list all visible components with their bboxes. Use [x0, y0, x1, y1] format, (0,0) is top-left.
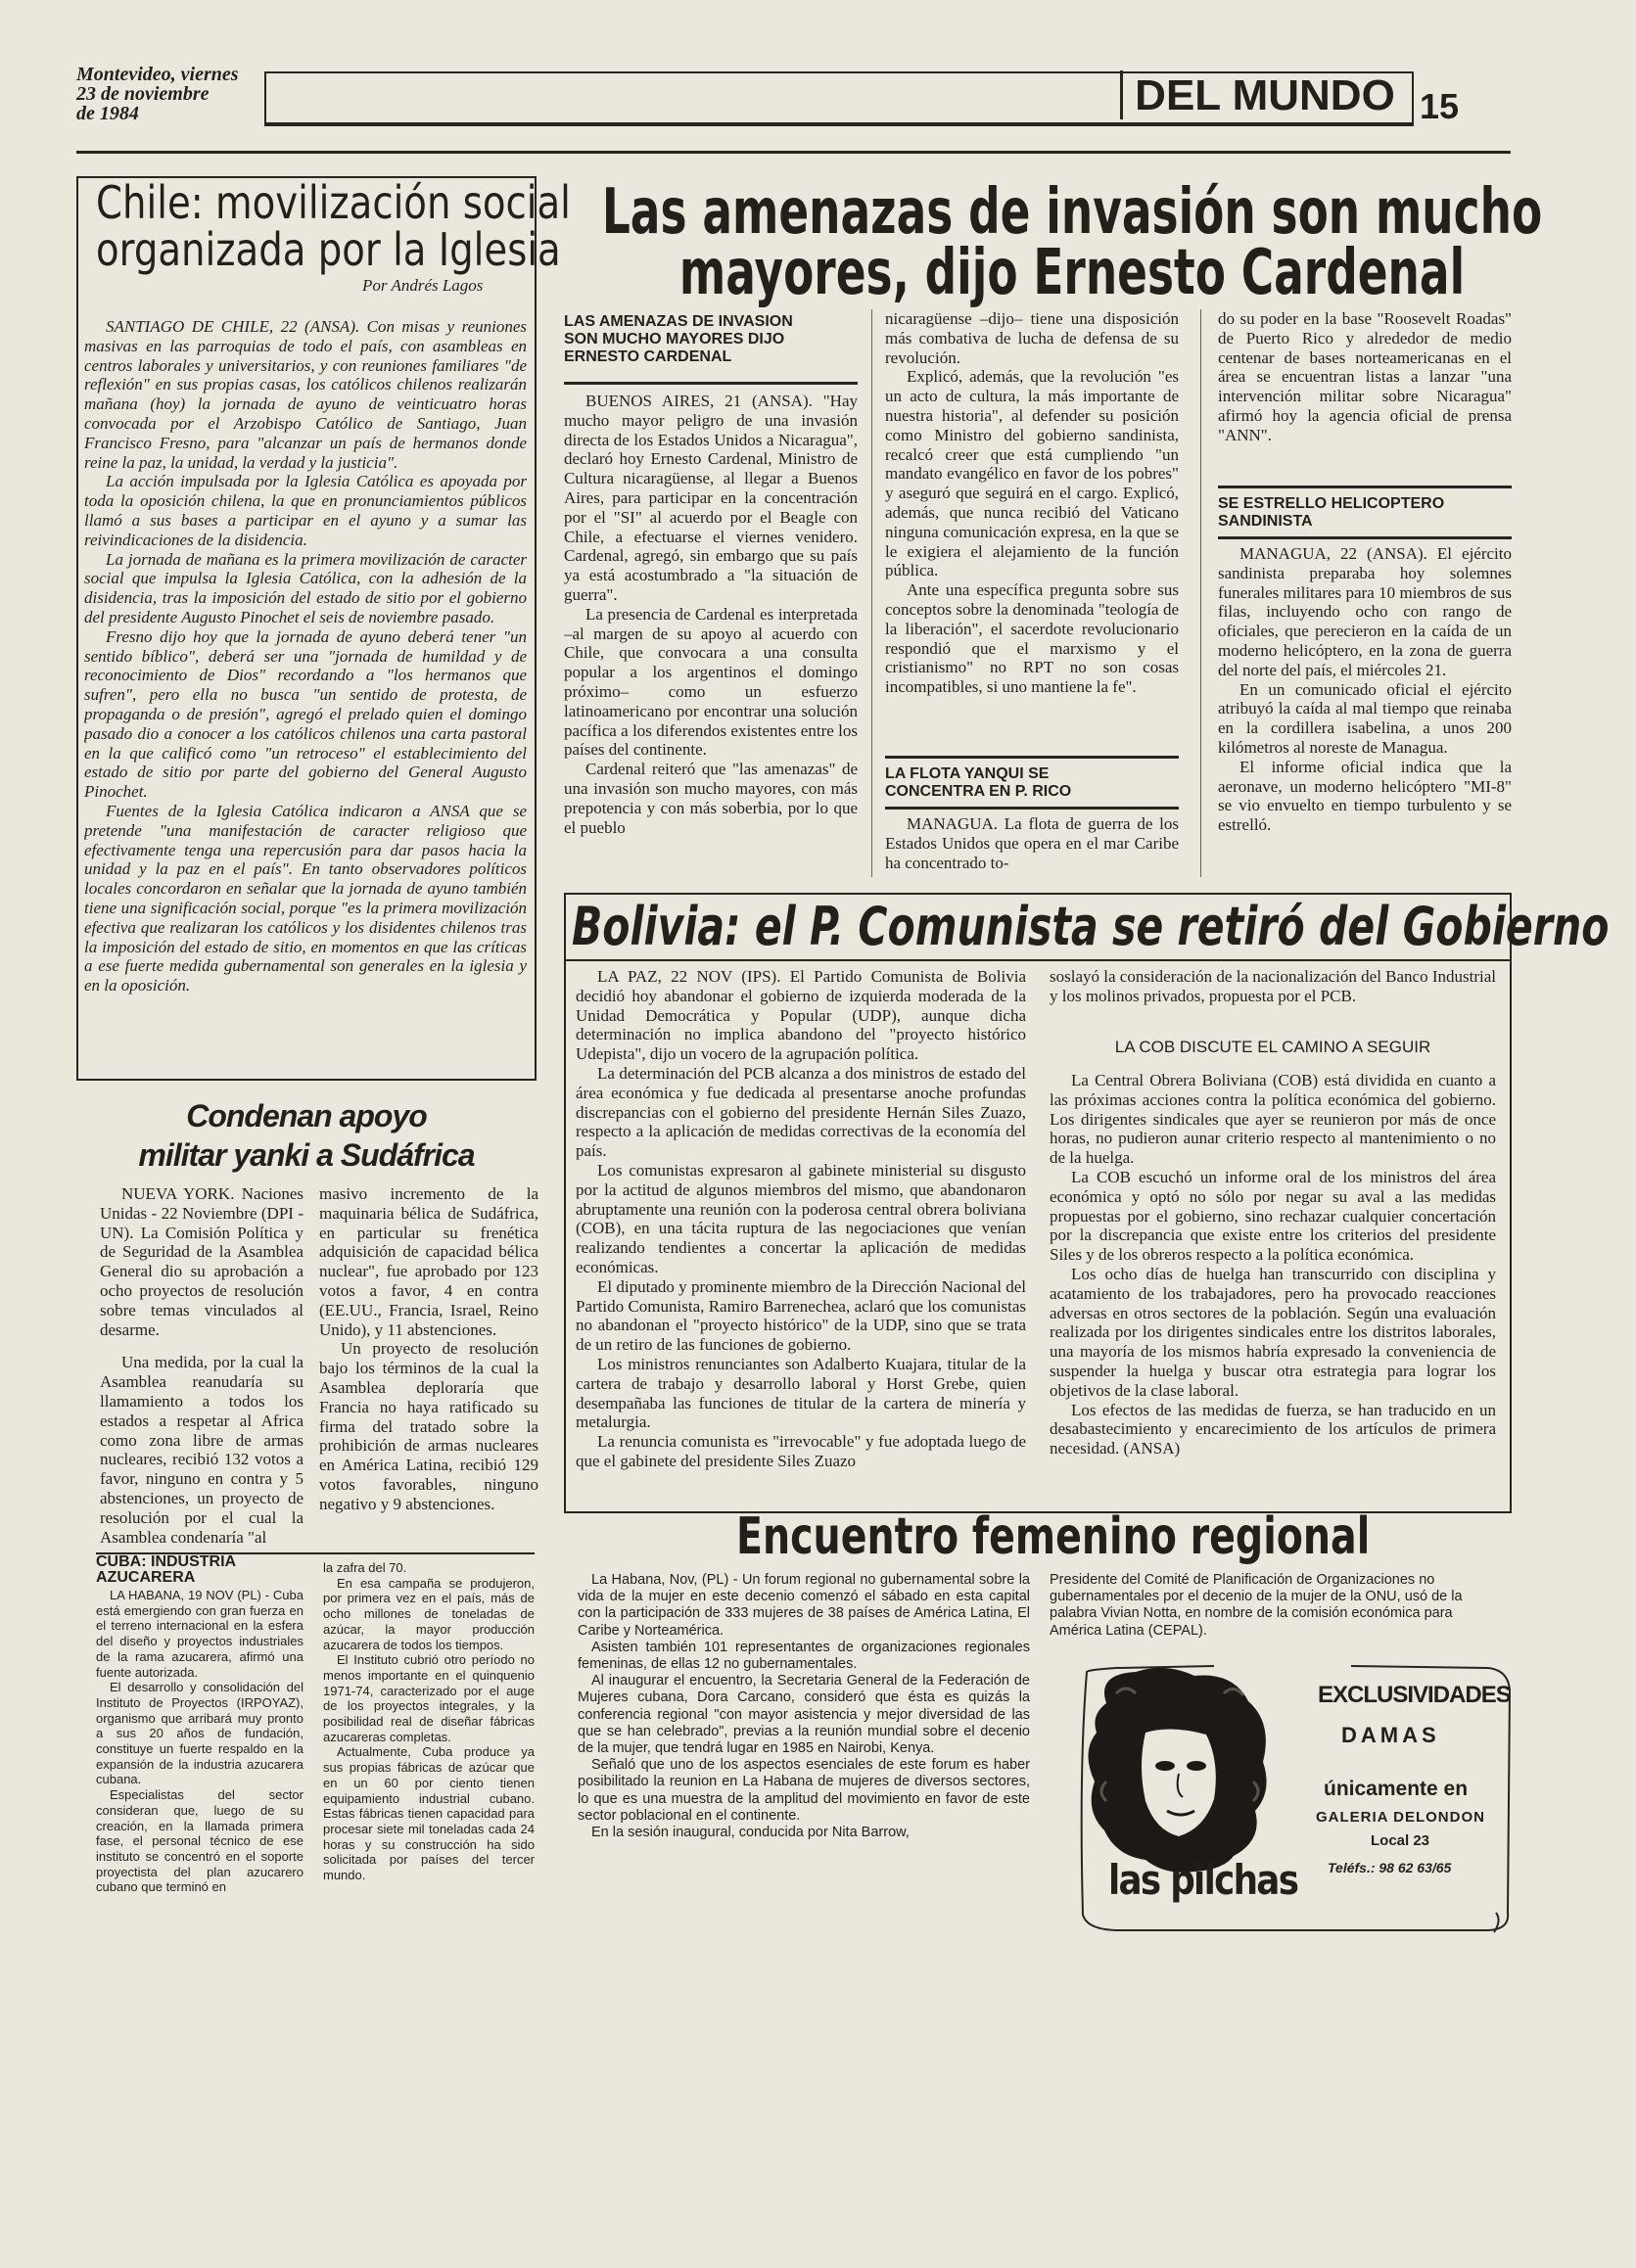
- paragraph: Los ocho días de huelga han transcurrido con disciplina y acatamiento de los trabajadores, pero ha provocado reacciones adversas en otros sectores de la población. Según una evaluación realizada por los dirigentes sindicales entre los distritos laborales, una mayoría de los mismos habría expresado la conveniencia de suspender la huelga y buscar otra estrategia para lograr los objetivos de la clase laboral.: [1050, 1264, 1496, 1400]
- portrait-illustration-icon: [1077, 1664, 1283, 1879]
- paragraph: NUEVA YORK. Naciones Unidas - 22 Noviembre (DPI - UN). La Comisión Política y de Seguridad de la Asamblea General dio su aprobación a ocho proyectos de resolución sobre temas vinculados al desarme.: [100, 1184, 304, 1339]
- headline-line: organizada por la Iglesia: [96, 223, 561, 276]
- paragraph: SANTIAGO DE CHILE, 22 (ANSA). Con misas y reuniones masivas en las parroquias de todo el país, con asambleas en centros laborales y universitarios, y con reuniones familiares "de reflexión" en sus propias casas, los católicos chilenos realizarán mañana (hoy) la jornada de ayuno de veinticuatro horas convocada por el Arzobispo Católico de Santiago, Juan Francisco Fresno, para "alcanzar un país de hermanos donde reine la paz, la unidad, la verdad y la justicia".: [84, 317, 527, 472]
- paragraph: Los ministros renunciantes son Adalberto Kuajara, titular de la cartera de trabajo y desarrollo laboral y Horst Grebe, quien desempañaba las funciones de titular de la cartera de minería y metalurgia.: [576, 1354, 1026, 1432]
- paragraph: La jornada de mañana es la primera movilización de caracter social que impulsa la Iglesia Católica, con la adhesión de la disidencia, tras la imposición del estado de sitio por el gobierno del presidente Augusto Pinochet el seis de noviembre pasado.: [84, 549, 527, 626]
- paragraph: MANAGUA, 22 (ANSA). El ejército sandinista preparaba hoy solemnes funerales militares para 10 miembros de sus filas, incluyendo ocho con rango de oficiales, que perecieron en la caída de un moderno helicóptero, en la zona de guerra del norte del país, el miércoles 21.: [1218, 544, 1512, 679]
- subhead-line: ERNESTO CARDENAL: [564, 348, 732, 365]
- paragraph: masivo incremento de la maquinaria bélica de Sudáfrica, en particular su frenética adquisición de capacidad bélica nuclear", fue aprobado por 123 votos a favor, 4 en contra (EE.UU., Francia, Israel, Reino Unido), y 11 abstenciones.: [319, 1184, 538, 1339]
- heli-body: [1218, 544, 1512, 877]
- ad-local: Local 23: [1371, 1832, 1430, 1849]
- paragraph: Ante una específica pregunta sobre sus conceptos sobre la denominada "teología de la liberación", el sacerdote revolucionario respondió que el marxismo y el cristianismo" no RPT no son cosas incompatibles, si uno mantiene la fe".: [885, 580, 1179, 697]
- paragraph: Fresno dijo hoy que la jornada de ayuno deberá tener "un sentido bíblico", deberá ser una "jornada de humildad y de reconocimiento de Dios" recordando a "los hermanos que sufren", pero ella no busca "un sentido de protesta, de propaganda o de presión", agregó el prelado quien el domingo pasado dio a conocer a los católicos chilenos una carta pastoral en la que calificó como "un retroceso" el establecimiento del estado de sitio por parte del gobierno del General Augusto Pinochet.: [84, 626, 527, 802]
- subhead-line: SE ESTRELLO HELICOPTERO: [1218, 495, 1445, 512]
- paragraph: La acción impulsada por la Iglesia Católica es apoyada por toda la oposición chilena, la que en pronunciamientos públicos llamó a sus bases a participar en el ayuno y a sumar las reivindicaciones de la disidencia.: [84, 472, 527, 549]
- dateline-line: de 1984: [76, 103, 139, 124]
- paragraph: El desarrollo y consolidación del Instituto de Proyectos (IRPOYAZ), organismo que arribará muy pronto a sus 20 años de fundación, constituye un fuerte respaldo en la expansión de la industria azucarera cubana.: [96, 1680, 304, 1787]
- paragraph: MANAGUA. La flota de guerra de los Estados Unidos que opera en el mar Caribe ha concentrado to-: [885, 814, 1179, 872]
- paragraph: Actualmente, Cuba produce ya sus propias fábricas de azúcar que en un 60 por ciento tienen equipamiento industrial cubano. Estas fábricas tienen capacidad para procesar siete mil toneladas cada 24 horas y su construcción ha sido solicitada por países del tercer mundo.: [323, 1744, 535, 1883]
- subhead-rule: [564, 382, 858, 385]
- subhead-line: AZUCARERA: [96, 1569, 196, 1586]
- flota-rule-top: [885, 756, 1179, 759]
- paragraph: La presencia de Cardenal es interpretada –al margen de su apoyo al acuerdo con Chile, que convocara a una consulta popular a los argentinos el domingo próximo– como un esfuerzo latinoamericano por encontrar una solución pacífica a los diferendos existentes entre los países del continente.: [564, 604, 858, 760]
- bolivia-column-2: [1050, 1071, 1496, 1502]
- paragraph: LA PAZ, 22 NOV (IPS). El Partido Comunista de Bolivia decidió hoy abandonar el gobierno de izquierda moderada de la Unidad Democrática y Popular (UDP), aunque dicha determinación no implica abandono del "proyecto histórico Udepista", dijo un vocero de la agrupación política.: [576, 967, 1026, 1064]
- paragraph: En esa campaña se produjeron, por primera vez en el país, más de ocho millones de toneladas de azúcar, la mayor producción azucarera de todos los tiempos.: [323, 1575, 535, 1652]
- cuba-subhead: [96, 1554, 311, 1586]
- ad-damas: DAMAS: [1341, 1723, 1440, 1747]
- subhead-line: CONCENTRA EN P. RICO: [885, 783, 1072, 800]
- femenino-headline: Encuentro femenino regional: [736, 1507, 1371, 1566]
- cardenal-subhead: [564, 313, 848, 366]
- cob-subhead: LA COB DISCUTE EL CAMINO A SEGUIR: [1114, 1038, 1431, 1056]
- flota-rule-bottom: [885, 807, 1179, 810]
- paragraph: LA HABANA, 19 NOV (PL) - Cuba está emergiendo con gran fuerza en el terreno internacional en la esfera del diseño y proyectos industriales de la rama azucarera, afirmó una fuente autorizada.: [96, 1588, 304, 1680]
- headline-line: militar yanki a Sudáfrica: [138, 1137, 475, 1173]
- heli-rule-bottom: [1218, 536, 1512, 539]
- headline-line: mayores, dijo Ernesto Cardenal: [678, 237, 1466, 309]
- paragraph: La renuncia comunista es "irrevocable" y fue adoptada luego de que el gabinete del presidente Siles Zuazo: [576, 1432, 1026, 1470]
- paragraph: El diputado y prominente miembro de la Dirección Nacional del Partido Comunista, Ramiro Barrenechea, aclaró que los comunistas no abandonan el "proyecto histórico" de la UDP, sino que se trata de un retiro de las funciones de gobierno.: [576, 1276, 1026, 1355]
- paragraph: La Central Obrera Boliviana (COB) está dividida en cuanto a las próximas acciones contra la política económica del gobierno. Los dirigentes sindicales que ayer se reunieron por más de once horas, no pudieron aunar criterio respecto al mantenimiento o no de la huelga.: [1050, 1071, 1496, 1168]
- heli-rule-top: [1218, 486, 1512, 488]
- subhead-line: LA FLOTA YANQUI SE: [885, 765, 1050, 782]
- ad-portrait: [1077, 1664, 1283, 1879]
- bolivia-column-1: [576, 967, 1026, 1504]
- paragraph: El informe oficial indica que la aeronave, un moderno helicóptero "MI-8" se vio envuelto en tiempo turbulento y se estrelló.: [1218, 757, 1512, 835]
- paragraph: En la sesión inaugural, conducida por Nita Barrow,: [591, 1825, 910, 1841]
- paragraph: la zafra del 70.: [323, 1560, 407, 1575]
- sudafrica-headline: [78, 1096, 535, 1175]
- paragraph: do su poder en la base "Roosevelt Roadas" de Puerto Rico y alrededor de medio centenar de bases norteamericanas en el área se encuentran listas a lanzar "una intervención militar sobre Nicaragua" afirmó hoy la agencia oficial de prensa "ANN".: [1218, 309, 1512, 444]
- headline-rule: [564, 959, 1510, 961]
- cuba-column-2: [323, 1560, 535, 1922]
- subhead-line: SANDINISTA: [1218, 513, 1313, 530]
- paragraph: Fuentes de la Iglesia Católica indicaron a ANSA que se pretende "una manifestación de caracter religioso que efectivamente tenga una repercusión para dar pasos hacia la unidad y la paz en el país". En tanto observadores políticos locales concordaron en señalar que la jornada de ayuno también tiene una significación social, porque "es la primera movilización efectiva que realizaran los católicos y los disidentes chilenos tras la imposición del estado de sitio, en momentos en que las críticas a ese fuerte medida gubernamental son generales en la iglesia y en la oposición.: [84, 801, 527, 995]
- cardenal-column-3: [1218, 309, 1512, 466]
- dateline-line: 23 de noviembre: [76, 83, 210, 105]
- subhead-line: SON MUCHO MAYORES DIJO: [564, 331, 785, 347]
- paragraph: Los comunistas expresaron al gabinete ministerial su disgusto por la actitud de algunos miembros del mismo, que abandonaron abruptamente una reunión con la poderosa central obrera boliviana (COB), en una tácita ruptura de las negociaciones que venían realizando tendientes a concertar la aplicación de medidas económicas.: [576, 1160, 1026, 1276]
- bolivia-headline: Bolivia: el P. Comunista se retiró del Gobierno: [572, 896, 1610, 957]
- paragraph: La COB escuchó un informe oral de los ministros del área económica y optó no sólo por negar su aval a las medidas propuestas por el gobierno, sino rechazar cualquier concertación por la discrepancia que existe entre los criterios del presidente Siles y de los obreros respecto a la política económica.: [1050, 1167, 1496, 1265]
- paragraph: Un proyecto de resolución bajo los términos de la cual la Asamblea deploraría que Francia no haya ratificado su firma del tratado sobre la prohibición de armas nucleares en América Latina, recibió 129 votos favorables, ninguno negativo y 9 abstenciones.: [319, 1339, 538, 1513]
- cuba-column-1: [96, 1588, 304, 1921]
- paragraph: La determinación del PCB alcanza a dos ministros de estado del área económica y fue dedicada al presentarse anoche profundas discrepancias con el gobierno del presidente Hernán Siles Zuazo, respecto a la aplicación de medidas correctivas de la economía del país.: [576, 1063, 1026, 1161]
- femenino-column-1: [578, 1572, 1030, 1934]
- sudafrica-column-1: [100, 1184, 304, 1547]
- paragraph: Una medida, por la cual la Asamblea reanudaría su llamamiento a todos los estados a respetar al Africa como zona libre de armas nucleares, recibió 132 votos a favor, ninguno en contra y 5 abstenciones, un proyecto de resolución por el cual la Asamblea condenaría "al: [100, 1353, 304, 1547]
- paragraph: nicaragüense –dijo– tiene una disposición más combativa de lucha de defensa de su revolución.: [885, 309, 1179, 367]
- column-divider: [1200, 309, 1201, 877]
- paragraph: En un comunicado oficial el ejército atribuyó la caída al mal tiempo que reinaba en la cordillera isabelina, a unos 200 kilómetros al noreste de Managua.: [1218, 679, 1512, 757]
- cardenal-headline: [585, 176, 1559, 309]
- paragraph: Los efectos de las medidas de fuerza, se han traducido en un desabastecimiento y encarecimiento de los artículos de primera necesidad. (ANSA): [1050, 1400, 1496, 1458]
- paragraph: Cardenal reiteró que "las amenazas" de una invasión son mucho mayores, con más prepotencia y con más soberbia, por lo que el pueblo: [564, 760, 858, 837]
- paragraph: El Instituto cubrió otro período no menos importante en el quinquenio 1971-74, caracterizado por el auge de los proyectos integrales, y la posibilidad real de diseñar fábricas azucareras completas.: [323, 1652, 535, 1744]
- section-title: DEL MUNDO: [1120, 70, 1407, 119]
- cardenal-column-2: [885, 309, 1179, 732]
- flota-body: [885, 814, 1179, 877]
- femenino-column-2: [1050, 1572, 1506, 1650]
- ad-telefonos: Teléfs.: 98 62 63/65: [1328, 1860, 1452, 1875]
- paragraph: Asisten también 101 representantes de organizaciones regionales femeninas, de ellas 12 no gubernamentales.: [578, 1639, 1030, 1673]
- headline-line: Chile: movilización social: [96, 176, 571, 229]
- subhead-line: LAS AMENAZAS DE INVASION: [564, 313, 793, 330]
- paragraph: La Habana, Nov, (PL) - Un forum regional no gubernamental sobre la vida de la mujer en este decenio comenzó el sábado en esta capital con la participación de 333 mujeres de 38 países de América Latina, El Caribe y Norteamérica.: [578, 1572, 1030, 1639]
- chile-body: [84, 317, 527, 1067]
- headline-line: Condenan apoyo: [186, 1098, 427, 1134]
- ad-galeria: GALERIA DELONDON: [1316, 1809, 1485, 1826]
- cardenal-column-1: [564, 392, 858, 881]
- dateline-line: Montevideo, viernes: [76, 64, 239, 85]
- bolivia-column-2-top: [1050, 967, 1496, 1028]
- subhead-line: CUBA: INDUSTRIA: [96, 1553, 237, 1570]
- paragraph: BUENOS AIRES, 21 (ANSA). "Hay mucho mayor peligro de una invasión directa de los Estados Unidos a Nicaragua", declaró hoy Ernesto Cardenal, Ministro de Cultura nicaragüense, al llegar a Buenos Aires, para participar en la concentración por el "SI" al acuerdo por el Beagle con Chile, a efectuarse el viernes venidero. Cardenal, agregó, sin embargo que su país ya está acostumbrado a "la situación de guerra".: [564, 392, 858, 604]
- paragraph: Señaló que uno de los aspectos esenciales de este forum es haber posibilitado la reunion en La Habana de mujeres de diversos sectores, lo que es una muestra de la amplitud del movimiento en favor de este sector poblacional en el continente.: [578, 1757, 1030, 1824]
- heli-subhead: [1218, 495, 1512, 531]
- dateline: [76, 65, 239, 123]
- paragraph: soslayó la consideración de la nacionalización del Banco Industrial y los molinos privados, propuesta por el PCB.: [1050, 967, 1496, 1005]
- ad-brand-logo: las pilchas: [1108, 1856, 1298, 1904]
- column-divider: [871, 309, 872, 877]
- flota-subhead: [885, 765, 1179, 801]
- headline-line: Las amenazas de invasión son mucho: [601, 176, 1543, 249]
- page-number: 15: [1420, 86, 1460, 126]
- chile-headline: [96, 176, 571, 276]
- paragraph: Especialistas del sector consideran que, luego de su creación, en la llamada primera fase, el personal técnico de ese instituto se concentró en el soporte proyectista del plan azucarero cubano que terminó en: [96, 1787, 304, 1895]
- ad-unicamente: únicamente en: [1324, 1778, 1469, 1800]
- paragraph: Explicó, además, que la revolución "es un acto de cultura, la más importante de nuestra historia", al defender su posición como Ministro del gobierno sandinista, recalcó creer que está cumpliendo "un mandato evangélico en favor de los pobres" y aseguró que seguirá en el cargo. Explicó, además, que nunca recibió del Vaticano ninguna comunicación expresa, en la que se le exigiera el alejamiento de la función pública.: [885, 367, 1179, 580]
- ad-exclusividades: EXCLUSIVIDADES: [1318, 1682, 1511, 1708]
- paragraph: Al inaugurar el encuentro, la Secretaria General de la Federación de Mujeres cubana, Dora Carcano, consideró que ésta es quizás la conferencia regional "con mayor asistencia y mejor diversidad de las que se han celebrado", previas a la reunión mundial sobre el decenio de la mujer, que tendrá lugar en 1985 en Nairobi, Kenya.: [578, 1673, 1030, 1757]
- masthead-rule: [76, 151, 1511, 154]
- chile-byline: Por Andrés Lagos: [362, 276, 484, 295]
- paragraph: Presidente del Comité de Planificación de Organizaciones no gubernamentales por el decenio de la mujer de la ONU, usó de la palabra Vivian Notta, en nombre de la comisión económica para América Latina (CEPAL).: [1050, 1572, 1463, 1639]
- sudafrica-column-2: [319, 1184, 538, 1547]
